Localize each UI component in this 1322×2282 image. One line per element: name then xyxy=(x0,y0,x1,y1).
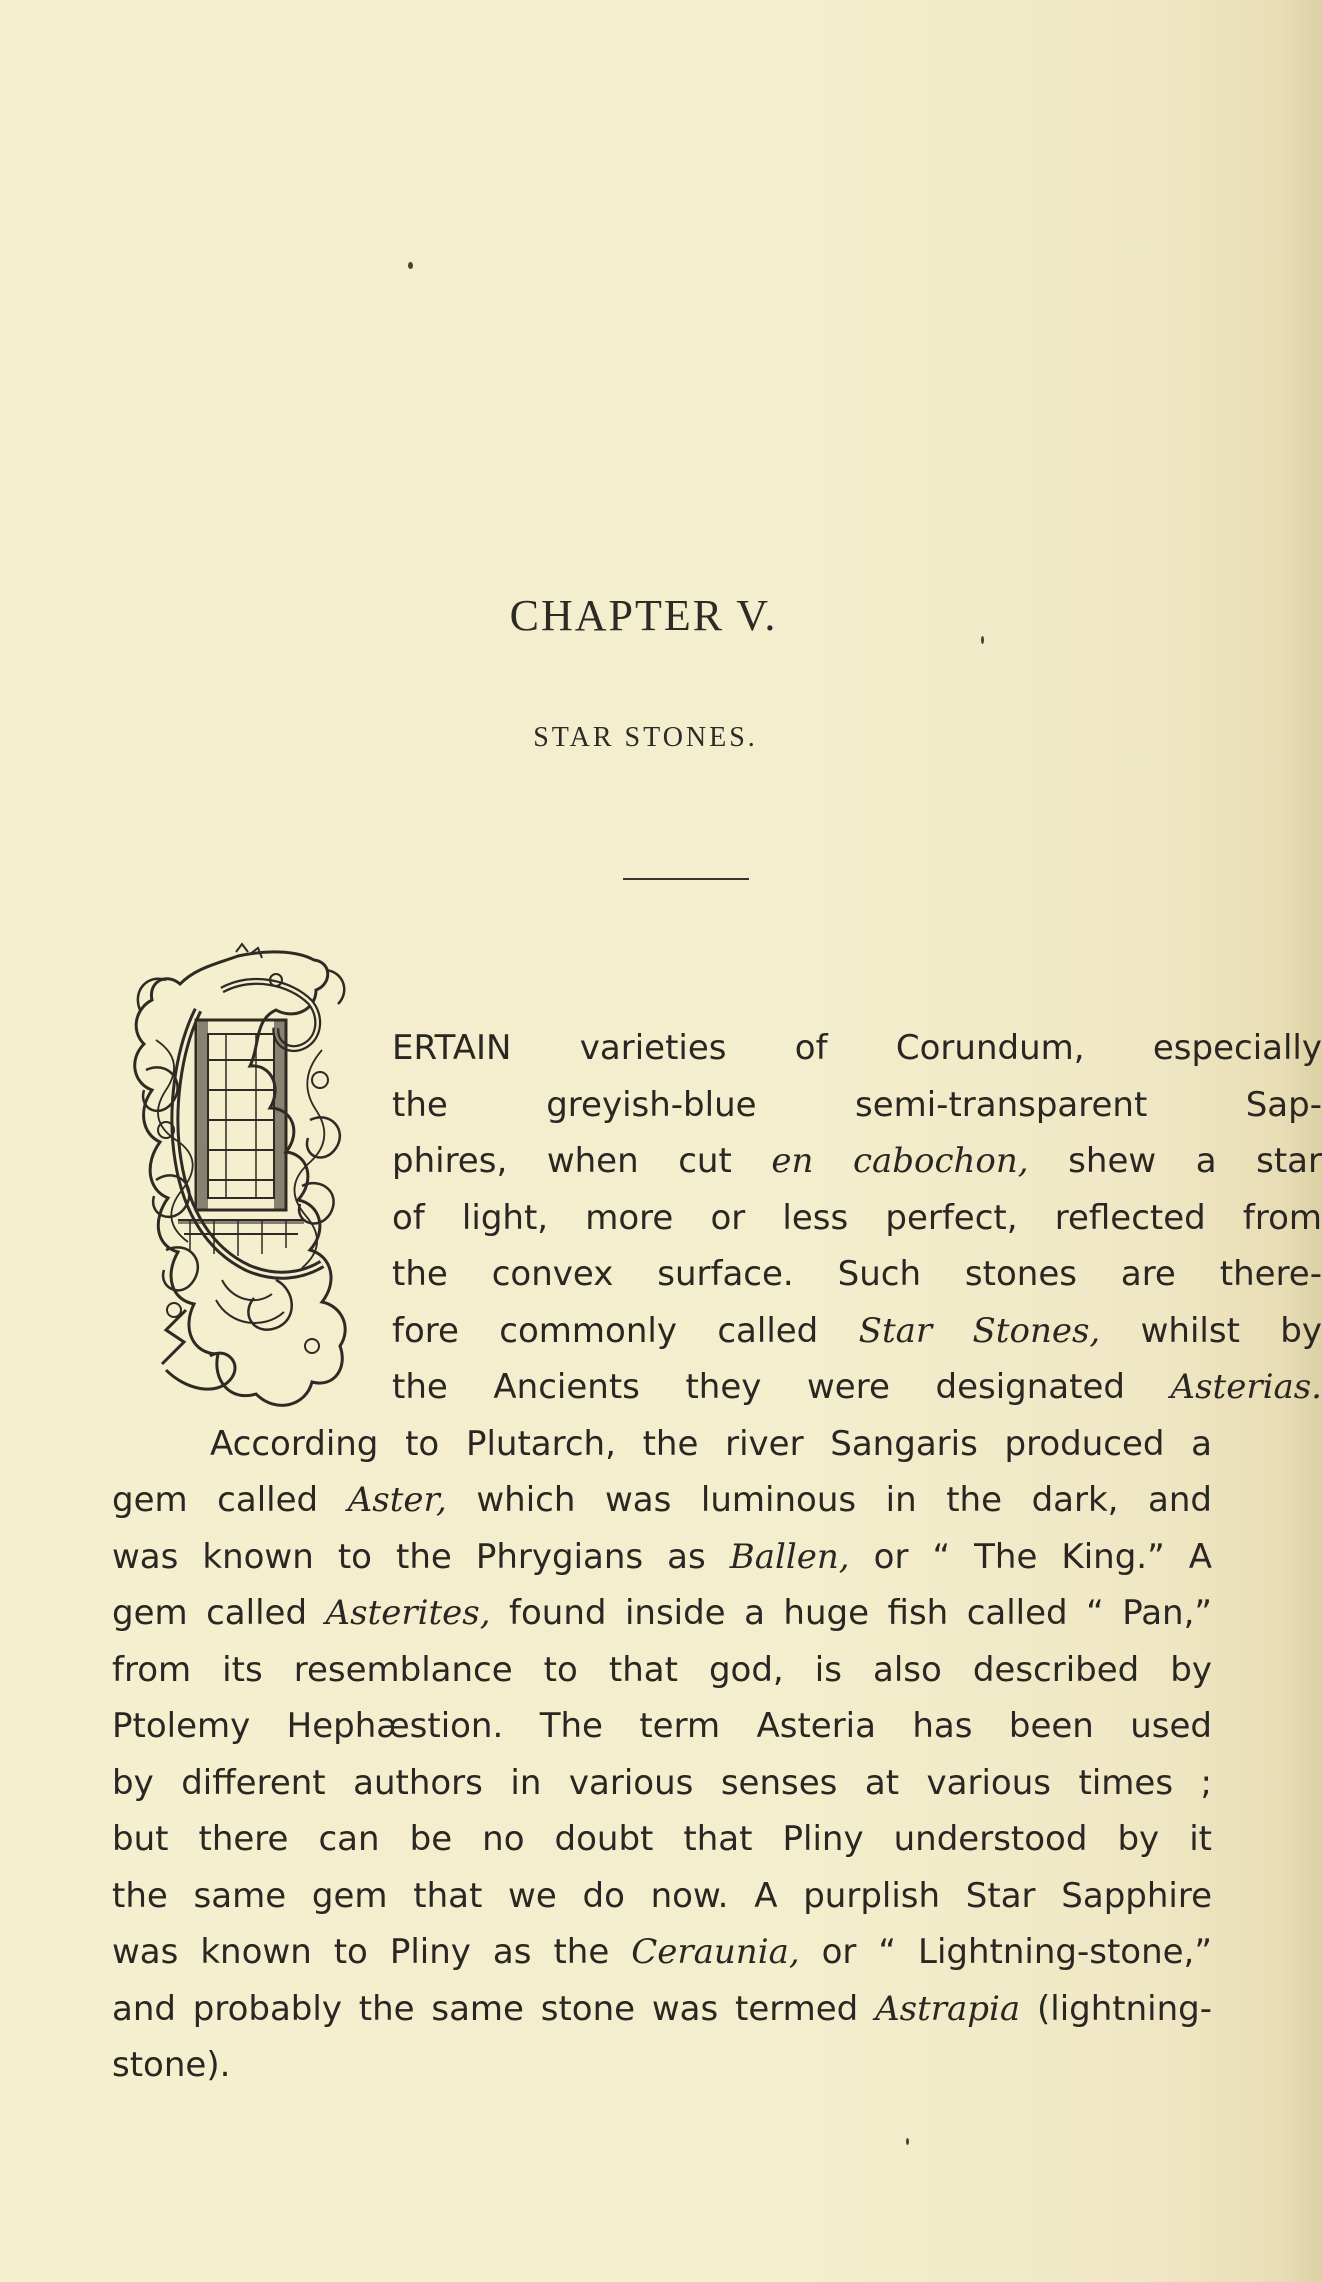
text-span: by different authors in various senses at various times ; xyxy=(112,1762,1212,1803)
text-span: of light, more or less perfect, reflected from xyxy=(392,1197,1322,1238)
text-span: shew a star xyxy=(1028,1141,1322,1181)
text-line xyxy=(112,1472,1212,1529)
text-span: the same gem that we do now. A purplish Star Sapphire xyxy=(112,1875,1212,1916)
text-span: the greyish-blue semi-transparent Sap- xyxy=(392,1084,1322,1125)
italic-term: Ballen, xyxy=(729,1536,850,1577)
text-line xyxy=(112,1868,1212,1925)
text-span: gem called xyxy=(112,1593,326,1633)
text-span: According to Plutarch, the river Sangaris produced a xyxy=(210,1423,1212,1464)
ornamental-initial-c-icon xyxy=(126,950,352,1418)
text-line xyxy=(112,1755,1212,1812)
text-span: (lightning- xyxy=(1020,1988,1213,2029)
text-span: or “ The King.” A xyxy=(849,1536,1212,1577)
text-line xyxy=(210,1416,1212,1473)
text-line xyxy=(112,1981,1212,2038)
text-span: which was luminous in the dark, and xyxy=(446,1480,1213,1520)
text-span: from its resemblance to that god, is also described by xyxy=(112,1649,1212,1690)
text-line xyxy=(392,1190,1322,1247)
title-divider xyxy=(623,878,749,880)
section-title: STAR STONES. xyxy=(533,722,758,753)
text-span: gem called xyxy=(112,1480,348,1520)
italic-term: Star Stones, xyxy=(858,1310,1101,1351)
text-span: found inside a huge fish called “ Pan,” xyxy=(490,1593,1213,1633)
text-line xyxy=(112,1642,1212,1699)
text-line xyxy=(112,1924,1212,1981)
text-line xyxy=(392,1246,1322,1303)
text-line xyxy=(392,1133,1322,1190)
text-span: the Ancients they were designated xyxy=(392,1367,1171,1407)
text-span: ERTAIN varieties of Corundum, especially xyxy=(392,1028,1322,1068)
italic-term: en cabochon, xyxy=(771,1141,1029,1181)
text-line xyxy=(392,1359,1322,1416)
text-span: and probably the same stone was termed xyxy=(112,1988,876,2029)
text-span: phires, when cut xyxy=(392,1141,772,1181)
ink-speck xyxy=(906,2138,909,2145)
text-span: was known to Pliny as the xyxy=(112,1932,632,1972)
text-span: the convex surface. Such stones are there- xyxy=(392,1254,1322,1294)
text-span: but there can be no doubt that Pliny understood by it xyxy=(112,1819,1212,1859)
ink-speck xyxy=(408,262,413,269)
text-line xyxy=(392,1077,1322,1134)
text-line xyxy=(392,1303,1322,1360)
text-span: fore commonly called xyxy=(392,1310,859,1351)
text-span: Ptolemy Hephæstion. The term Asteria has been used xyxy=(112,1706,1212,1746)
text-line xyxy=(112,1811,1212,1868)
text-line xyxy=(392,1020,1322,1077)
text-span: was known to the Phrygians as xyxy=(112,1536,730,1577)
text-span: stone). xyxy=(112,2045,231,2085)
chapter-title: CHAPTER V. xyxy=(509,591,778,640)
text-line xyxy=(112,1585,1212,1642)
italic-term: Asterias. xyxy=(1170,1367,1322,1407)
italic-term: Asterites, xyxy=(325,1593,491,1633)
text-line xyxy=(112,1698,1212,1755)
text-span: whilst by xyxy=(1100,1310,1322,1351)
text-line xyxy=(112,1529,1212,1586)
italic-term: Aster, xyxy=(347,1480,447,1520)
text-span: or “ Lightning-stone,” xyxy=(799,1932,1212,1972)
italic-term: Astrapia xyxy=(875,1988,1021,2029)
text-line xyxy=(112,2037,1212,2094)
italic-term: Ceraunia, xyxy=(631,1932,800,1972)
